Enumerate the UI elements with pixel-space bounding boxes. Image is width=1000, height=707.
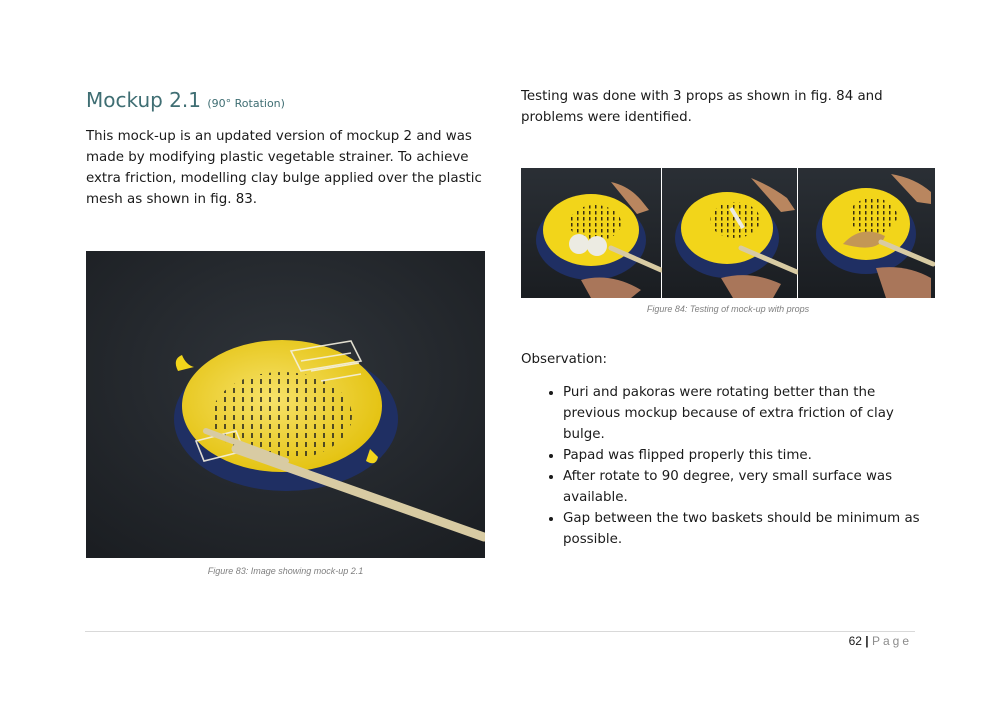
testing-intro bbox=[521, 86, 921, 128]
observation-line: • Papad was flipped properly this time. bbox=[563, 448, 812, 463]
props-test-photo-strip bbox=[521, 168, 935, 298]
intro-line: Testing was done with 3 props as shown in fig. 84 and bbox=[521, 89, 883, 104]
paragraph-line: made by modifying plastic vegetable strainer. To achieve bbox=[86, 150, 469, 165]
figure-84-photos bbox=[521, 168, 935, 298]
paragraph-line: This mock-up is an updated version of mockup 2 and was bbox=[86, 129, 472, 144]
observation-item bbox=[563, 445, 921, 466]
observation-title: Observation: bbox=[521, 352, 608, 367]
figure-83-photo bbox=[86, 251, 485, 558]
footer-divider bbox=[85, 631, 915, 632]
paragraph-line: mesh as shown in fig. 83. bbox=[86, 192, 257, 207]
strainer-photo-illustration bbox=[86, 251, 485, 558]
observation-line: previous mockup because of extra friction of clay bbox=[563, 406, 894, 421]
observation-item bbox=[563, 508, 921, 550]
observation-line: • Puri and pakoras were rotating better than the bbox=[563, 385, 876, 400]
photo-panel-puri bbox=[521, 168, 661, 298]
observation-line: available. bbox=[563, 490, 628, 505]
figure-84-caption: Figure 84: Testing of mock-up with props bbox=[646, 304, 810, 314]
intro-paragraph bbox=[86, 126, 486, 210]
observation-line: • After rotate to 90 degree, very small surface was bbox=[563, 469, 893, 484]
paragraph-line: extra friction, modelling clay bulge applied over the plastic bbox=[86, 171, 482, 186]
page-footer bbox=[849, 634, 912, 648]
section-heading bbox=[86, 88, 285, 112]
observation-list bbox=[521, 382, 921, 550]
heading-subtitle: (90° Rotation) bbox=[207, 97, 285, 110]
photo-panel-pakora bbox=[662, 168, 797, 298]
observation-line: • Gap between the two baskets should be minimum as bbox=[563, 511, 920, 526]
photo-panel-papad bbox=[798, 168, 935, 298]
observation-list-wrapper bbox=[521, 382, 921, 550]
observation-line: possible. bbox=[563, 532, 623, 547]
intro-line: problems were identified. bbox=[521, 110, 692, 125]
observation-item bbox=[563, 466, 921, 508]
observation-item bbox=[563, 382, 921, 445]
page-separator: | bbox=[865, 634, 869, 648]
heading-title: Mockup 2.1 bbox=[86, 88, 201, 112]
figure-83-caption: Figure 83: Image showing mock-up 2.1 bbox=[207, 566, 364, 576]
page-label: Page bbox=[871, 634, 912, 648]
observation-line: bulge. bbox=[563, 427, 605, 442]
page-number: 62 bbox=[848, 634, 862, 648]
